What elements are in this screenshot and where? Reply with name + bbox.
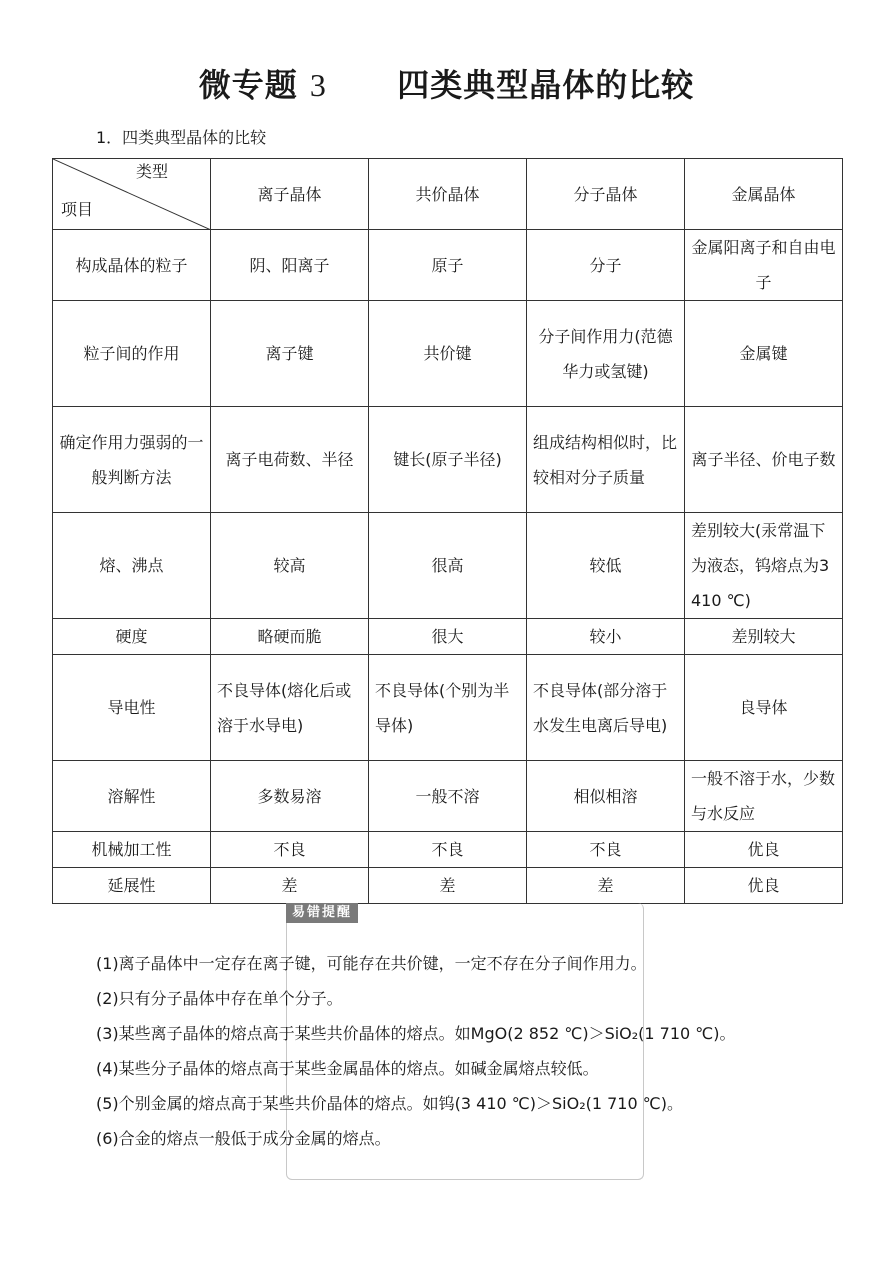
table-cell: 优良 bbox=[685, 868, 843, 904]
table-row bbox=[53, 407, 843, 513]
row-label: 熔、沸点 bbox=[53, 513, 211, 619]
tip-tag: 易错提醒 bbox=[286, 903, 358, 923]
table-cell: 较高 bbox=[211, 513, 369, 619]
table-cell: 离子电荷数、半径 bbox=[211, 407, 369, 513]
table-cell: 差 bbox=[369, 868, 527, 904]
tip-item: (4)某些分子晶体的熔点高于某些金属晶体的熔点。如碱金属熔点较低。 bbox=[96, 1059, 599, 1078]
row-label: 溶解性 bbox=[53, 761, 211, 832]
table-cell: 离子键 bbox=[211, 301, 369, 407]
tip-item: (6)合金的熔点一般低于成分金属的熔点。 bbox=[96, 1129, 391, 1148]
table-row bbox=[53, 513, 843, 619]
table-cell: 不良导体(部分溶于水发生电离后导电) bbox=[527, 655, 685, 761]
row-label: 机械加工性 bbox=[53, 832, 211, 868]
row-label: 粒子间的作用 bbox=[53, 301, 211, 407]
table-header-row bbox=[53, 159, 843, 230]
table-row bbox=[53, 619, 843, 655]
section-heading: 1．四类典型晶体的比较 bbox=[96, 128, 267, 147]
table-cell: 组成结构相似时，比较相对分子质量 bbox=[527, 407, 685, 513]
tip-list bbox=[96, 948, 736, 1158]
table-row bbox=[53, 655, 843, 761]
table-cell: 不良导体(个别为半导体) bbox=[369, 655, 527, 761]
row-label: 导电性 bbox=[53, 655, 211, 761]
table-cell: 键长(原子半径) bbox=[369, 407, 527, 513]
table-cell: 相似相溶 bbox=[527, 761, 685, 832]
tip-item: (2)只有分子晶体中存在单个分子。 bbox=[96, 989, 343, 1008]
header-cell: 离子晶体 bbox=[211, 159, 369, 230]
corner-bottom-label: 项目 bbox=[61, 200, 94, 219]
table-cell: 分子 bbox=[527, 230, 685, 301]
table-cell: 一般不溶 bbox=[369, 761, 527, 832]
header-cell: 共价晶体 bbox=[369, 159, 527, 230]
row-label: 硬度 bbox=[53, 619, 211, 655]
comparison-table bbox=[52, 158, 843, 904]
table-cell: 较小 bbox=[527, 619, 685, 655]
table-row bbox=[53, 832, 843, 868]
table-cell: 不良 bbox=[369, 832, 527, 868]
table-cell: 不良 bbox=[527, 832, 685, 868]
row-label: 延展性 bbox=[53, 868, 211, 904]
row-label: 确定作用力强弱的一般判断方法 bbox=[53, 407, 211, 513]
corner-cell bbox=[53, 159, 211, 230]
title-number: 3 bbox=[309, 67, 327, 103]
table-cell: 略硬而脆 bbox=[211, 619, 369, 655]
table-cell: 较低 bbox=[527, 513, 685, 619]
table-cell: 差别较大 bbox=[685, 619, 843, 655]
tip-item: (5)个别金属的熔点高于某些共价晶体的熔点。如钨(3 410 ℃)＞SiO₂(1 710 ℃)。 bbox=[96, 1094, 683, 1113]
table-cell: 多数易溶 bbox=[211, 761, 369, 832]
header-cell: 金属晶体 bbox=[685, 159, 843, 230]
table-cell: 共价键 bbox=[369, 301, 527, 407]
table-row bbox=[53, 868, 843, 904]
table-cell: 差 bbox=[527, 868, 685, 904]
table-cell: 金属阳离子和自由电子 bbox=[685, 230, 843, 301]
table-cell: 良导体 bbox=[685, 655, 843, 761]
table-cell: 阴、阳离子 bbox=[211, 230, 369, 301]
table-row bbox=[53, 761, 843, 832]
tip-item: (1)离子晶体中一定存在离子键，可能存在共价键，一定不存在分子间作用力。 bbox=[96, 954, 647, 973]
table-cell: 差别较大(汞常温下为液态，钨熔点为3 410 ℃) bbox=[685, 513, 843, 619]
table-cell: 原子 bbox=[369, 230, 527, 301]
header-cell: 分子晶体 bbox=[527, 159, 685, 230]
row-label: 构成晶体的粒子 bbox=[53, 230, 211, 301]
table-row bbox=[53, 301, 843, 407]
table-cell: 不良导体(熔化后或溶于水导电) bbox=[211, 655, 369, 761]
table-cell: 优良 bbox=[685, 832, 843, 868]
tip-item: (3)某些离子晶体的熔点高于某些共价晶体的熔点。如MgO(2 852 ℃)＞SiO₂(1 710 ℃)。 bbox=[96, 1024, 736, 1043]
table-cell: 不良 bbox=[211, 832, 369, 868]
table-row bbox=[53, 230, 843, 301]
page-title bbox=[0, 60, 893, 106]
table-cell: 一般不溶于水，少数与水反应 bbox=[685, 761, 843, 832]
table-cell: 金属键 bbox=[685, 301, 843, 407]
table-cell: 差 bbox=[211, 868, 369, 904]
title-main: 微专题 bbox=[198, 66, 298, 104]
title-rest: 四类典型晶体的比较 bbox=[397, 66, 695, 104]
table-cell: 很大 bbox=[369, 619, 527, 655]
corner-top-label: 类型 bbox=[135, 162, 168, 181]
table-cell: 很高 bbox=[369, 513, 527, 619]
table-cell: 分子间作用力(范德华力或氢键) bbox=[527, 301, 685, 407]
table-cell: 离子半径、价电子数 bbox=[685, 407, 843, 513]
